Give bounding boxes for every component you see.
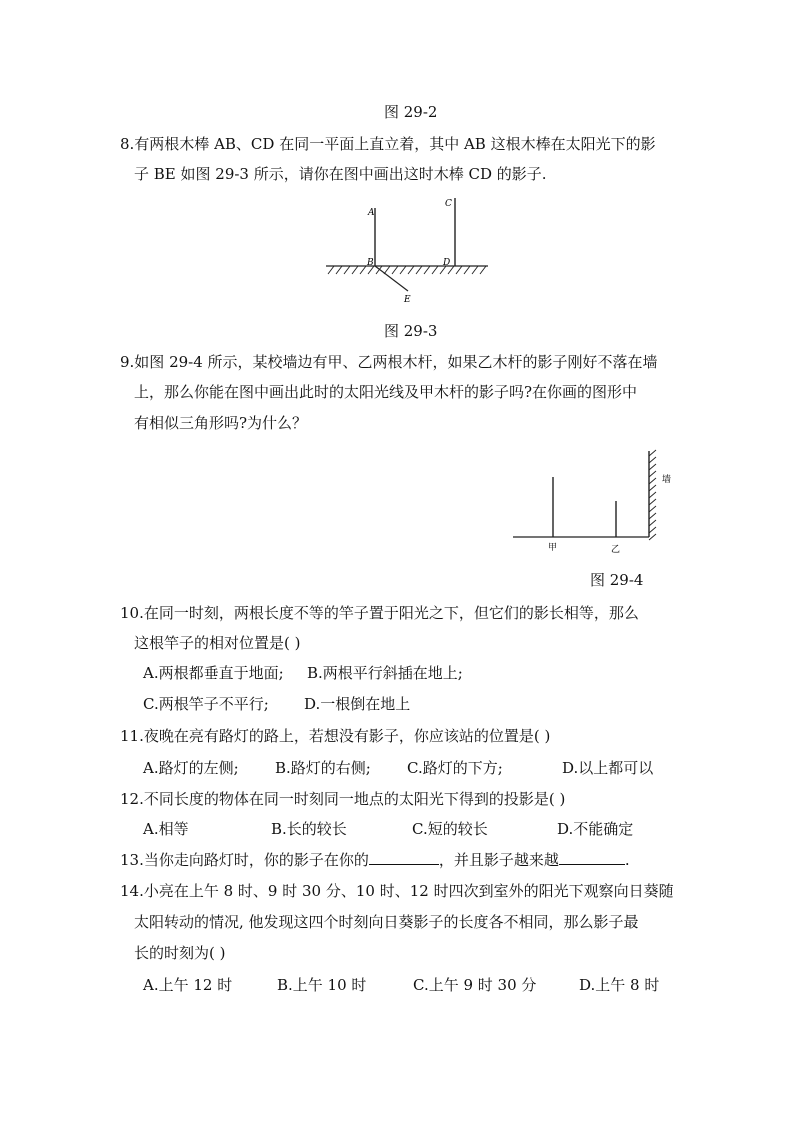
ground-hatching: [328, 266, 486, 274]
q11-option-b: B.路灯的右侧;: [275, 759, 371, 777]
figure-caption-29-4: 图 29-4: [590, 571, 644, 589]
q8-line-2: 子 BE 如图 29-3 所示，请你在图中画出这时木棒 CD 的影子.: [134, 165, 547, 183]
q12-option-c: C.短的较长: [412, 820, 488, 838]
figure-29-4: [505, 446, 680, 558]
label-d: D: [443, 258, 451, 268]
q10-option-c: C.两根竿子不平行;: [143, 695, 269, 713]
label-yi: 乙: [611, 545, 621, 555]
q14-line-2: 太阳转动的情况, 他发现这四个时刻向日葵影子的长度各不相同，那么影子最: [134, 913, 639, 931]
figure-caption-29-2: 图 29-2: [384, 103, 438, 121]
q11-option-c: C.路灯的下方;: [407, 759, 503, 777]
q13-blank-2[interactable]: [559, 850, 625, 865]
figure-29-3: [320, 193, 490, 308]
label-wall: 墙: [662, 475, 672, 485]
q9-line-3: 有相似三角形吗?为什么？: [134, 414, 308, 432]
q11-option-a: A.路灯的左侧;: [143, 759, 239, 777]
q14-option-b: B.上午 10 时: [277, 976, 367, 994]
q12-line-1: 12.不同长度的物体在同一时刻同一地点的太阳光下得到的投影是( ): [120, 790, 566, 808]
q11-option-d: D.以上都可以: [562, 759, 654, 777]
q12-option-a: A.相等: [143, 820, 189, 838]
q14-option-d: D.上午 8 时: [579, 976, 660, 994]
q8-line-1: 8.有两根木棒 AB、CD 在同一平面上直立着，其中 AB 这根木棒在太阳光下的影: [120, 135, 656, 153]
label-c: C: [445, 199, 452, 209]
q13-text-2: ，并且影子越来越: [438, 851, 559, 869]
label-jia: 甲: [548, 543, 558, 553]
q10-option-b: B.两根平行斜插在地上;: [307, 664, 463, 682]
label-e: E: [404, 295, 411, 305]
label-a: A: [368, 208, 375, 218]
q14-option-a: A.上午 12 时: [143, 976, 233, 994]
q14-line-3: 长的时刻为( ): [134, 944, 226, 962]
q10-line-1: 10.在同一时刻，两根长度不等的竿子置于阳光之下，但它们的影长相等，那么: [120, 604, 639, 622]
q9-line-2: 上，那么你能在图中画出此时的太阳光线及甲木杆的影子吗?在你画的图形中: [134, 383, 638, 401]
q12-option-b: B.长的较长: [271, 820, 347, 838]
q14-option-c: C.上午 9 时 30 分: [413, 976, 537, 994]
label-b: B: [367, 258, 374, 268]
q10-option-a: A.两根都垂直于地面;: [143, 664, 284, 682]
wall-hatching: [649, 450, 656, 540]
q10-option-d: D.一根倒在地上: [304, 695, 411, 713]
q13-blank-1[interactable]: [369, 850, 439, 865]
q11-line-1: 11.夜晚在亮有路灯的路上，若想没有影子，你应该站的位置是( ): [120, 727, 551, 745]
q10-line-2: 这根竿子的相对位置是( ): [134, 634, 301, 652]
figure-caption-29-3: 图 29-3: [384, 322, 438, 340]
q9-line-1: 9.如图 29-4 所示，某校墙边有甲、乙两根木杆，如果乙木杆的影子刚好不落在墙: [120, 353, 658, 371]
q13-text-3: .: [624, 851, 630, 869]
q14-line-1: 14.小亮在上午 8 时、9 时 30 分、10 时、12 时四次到室外的阳光下观察向日葵随: [120, 882, 674, 900]
q12-option-d: D.不能确定: [557, 820, 634, 838]
q13-text-1: 13.当你走向路灯时，你的影子在你的: [120, 851, 369, 869]
q13-line-1: [120, 850, 630, 870]
